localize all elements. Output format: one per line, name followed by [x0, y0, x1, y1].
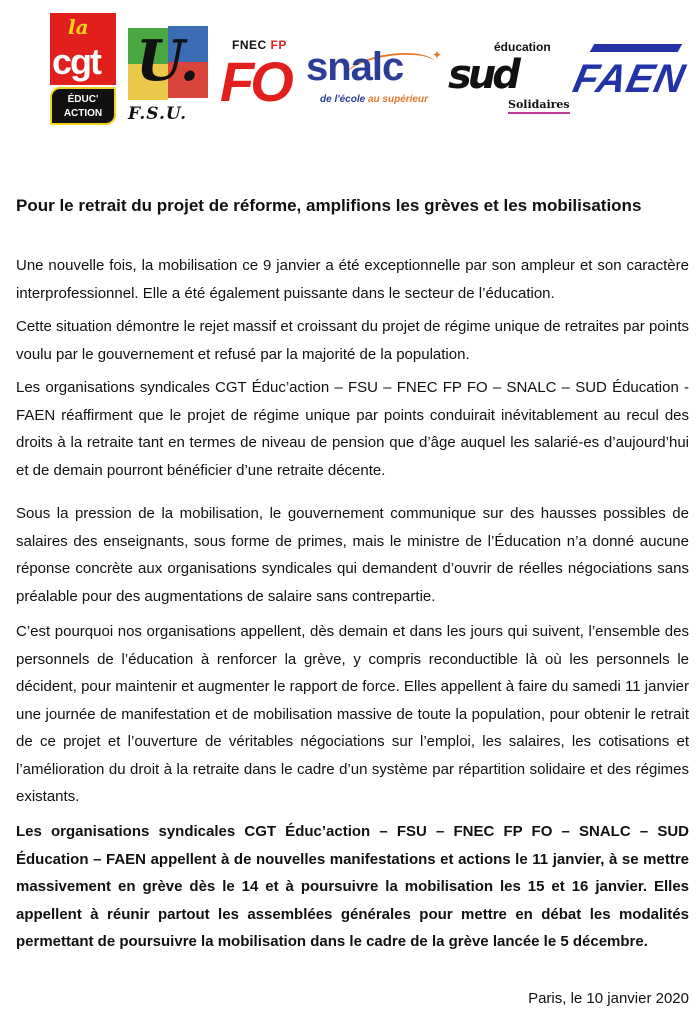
- signature-date: Paris, le 10 janvier 2020: [528, 990, 689, 1007]
- cgt-la-text: la: [68, 15, 89, 39]
- faen-logo: [569, 40, 690, 112]
- fp-text: FP: [270, 38, 287, 52]
- document-title: Pour le retrait du projet de réforme, amplifions les grèves et les mobilisations: [16, 196, 642, 215]
- solidaires-text: Solidaires: [508, 98, 570, 114]
- paragraph-4: Sous la pression de la mobilisation, le gouvernement communique sur des hausses possibles de salaires des enseignants, sous forme de primes, mais le ministre de l’Éducation n’a donné aucune réponse concrète aux organisations syndicales qui demandent d’ouvrir de réelles négociations sans préalable pour des augmentations de salaire sans contrepartie.: [16, 505, 689, 605]
- snalc-tagline: [320, 94, 428, 106]
- sud-text: sud: [448, 52, 517, 98]
- snalc-star-icon: ✦: [432, 48, 443, 62]
- fsu-logo: [124, 24, 210, 124]
- fnec-text: FNEC: [232, 38, 267, 52]
- educaction-badge: [50, 87, 116, 125]
- snalc-logo: [306, 44, 442, 110]
- faen-text: FAEN: [569, 57, 690, 101]
- educaction-line2: ACTION: [63, 108, 103, 119]
- fsu-u-letter: U.: [136, 28, 200, 94]
- snalc-text: snalc: [306, 45, 404, 89]
- snalc-tagline-b: au supérieur: [367, 94, 428, 105]
- fo-text: FO: [220, 50, 290, 113]
- paragraph-1: Une nouvelle fois, la mobilisation ce 9 janvier a été exceptionnelle par son ampleur et son caractère interprofessionnel. Elle a été également puissante dans le secteur de l’éducation.: [16, 257, 689, 302]
- union-logos-banner: [0, 0, 699, 140]
- paragraph-5: C’est pourquoi nos organisations appellent, dès demain et dans les jours qui suivent, l’ensemble des personnels de l’éducation à renforcer la grève, y compris reconductible là où les personnels le décident, pour maintenir et augmenter le rapport de force. Elles appellent à faire du samedi 11 janvier une journée de manifestation et de mobilisation massive de toute la population, pour obtenir le retrait de ce projet et l’ouverture de véritables négociations sur l’emploi, les salaires, les cotisations et l’amélioration du droit à la retraite dans le cadre d’un système par répartition solidaire et des régimes existants.: [16, 623, 689, 805]
- sud-education-logo: [448, 40, 570, 114]
- paragraph-6-bold-call: Les organisations syndicales CGT Éduc’action – FSU – FNEC FP FO – SNALC – SUD Éducation – FAEN appellent à de nouvelles manifestations et actions le 11 janvier, à se mettre massivement en grève dès le 14 et à poursuivre la mobilisation les 15 et 16 janvier. Elles appellent à réunir partout les assemblées générales pour mettre en débat les modalités permettant de poursuivre la mobilisation dans le cadre de la grève lancée le 5 décembre.: [16, 823, 689, 950]
- cgt-text: cgt: [52, 41, 100, 82]
- faen-top-bar: [590, 44, 683, 52]
- paragraph-2: Cette situation démontre le rejet massif et croissant du projet de régime unique de retraites par points voulu par le gouvernement et refusé par la majorité de la population.: [16, 318, 689, 363]
- cgt-educaction-logo: [50, 13, 116, 125]
- paragraph-3: Les organisations syndicales CGT Éduc’action – FSU – FNEC FP FO – SNALC – SUD Éducation - FAEN réaffirment que le projet de régime unique par points conduirait inévitablement au recul des droits à la retraite tant en termes de niveau de pension que d’âge auquel les salarié-es d’aujourd’hui et de demain pourront bénéficier d’une retraite décente.: [16, 379, 689, 479]
- educaction-line1: ÉDUC': [67, 94, 99, 105]
- fsu-name: F.S.U.: [128, 104, 188, 124]
- snalc-tagline-a: de l'école: [320, 94, 366, 105]
- sud-education-text: éducation: [494, 40, 551, 54]
- fnec-fp-fo-logo: [220, 38, 302, 114]
